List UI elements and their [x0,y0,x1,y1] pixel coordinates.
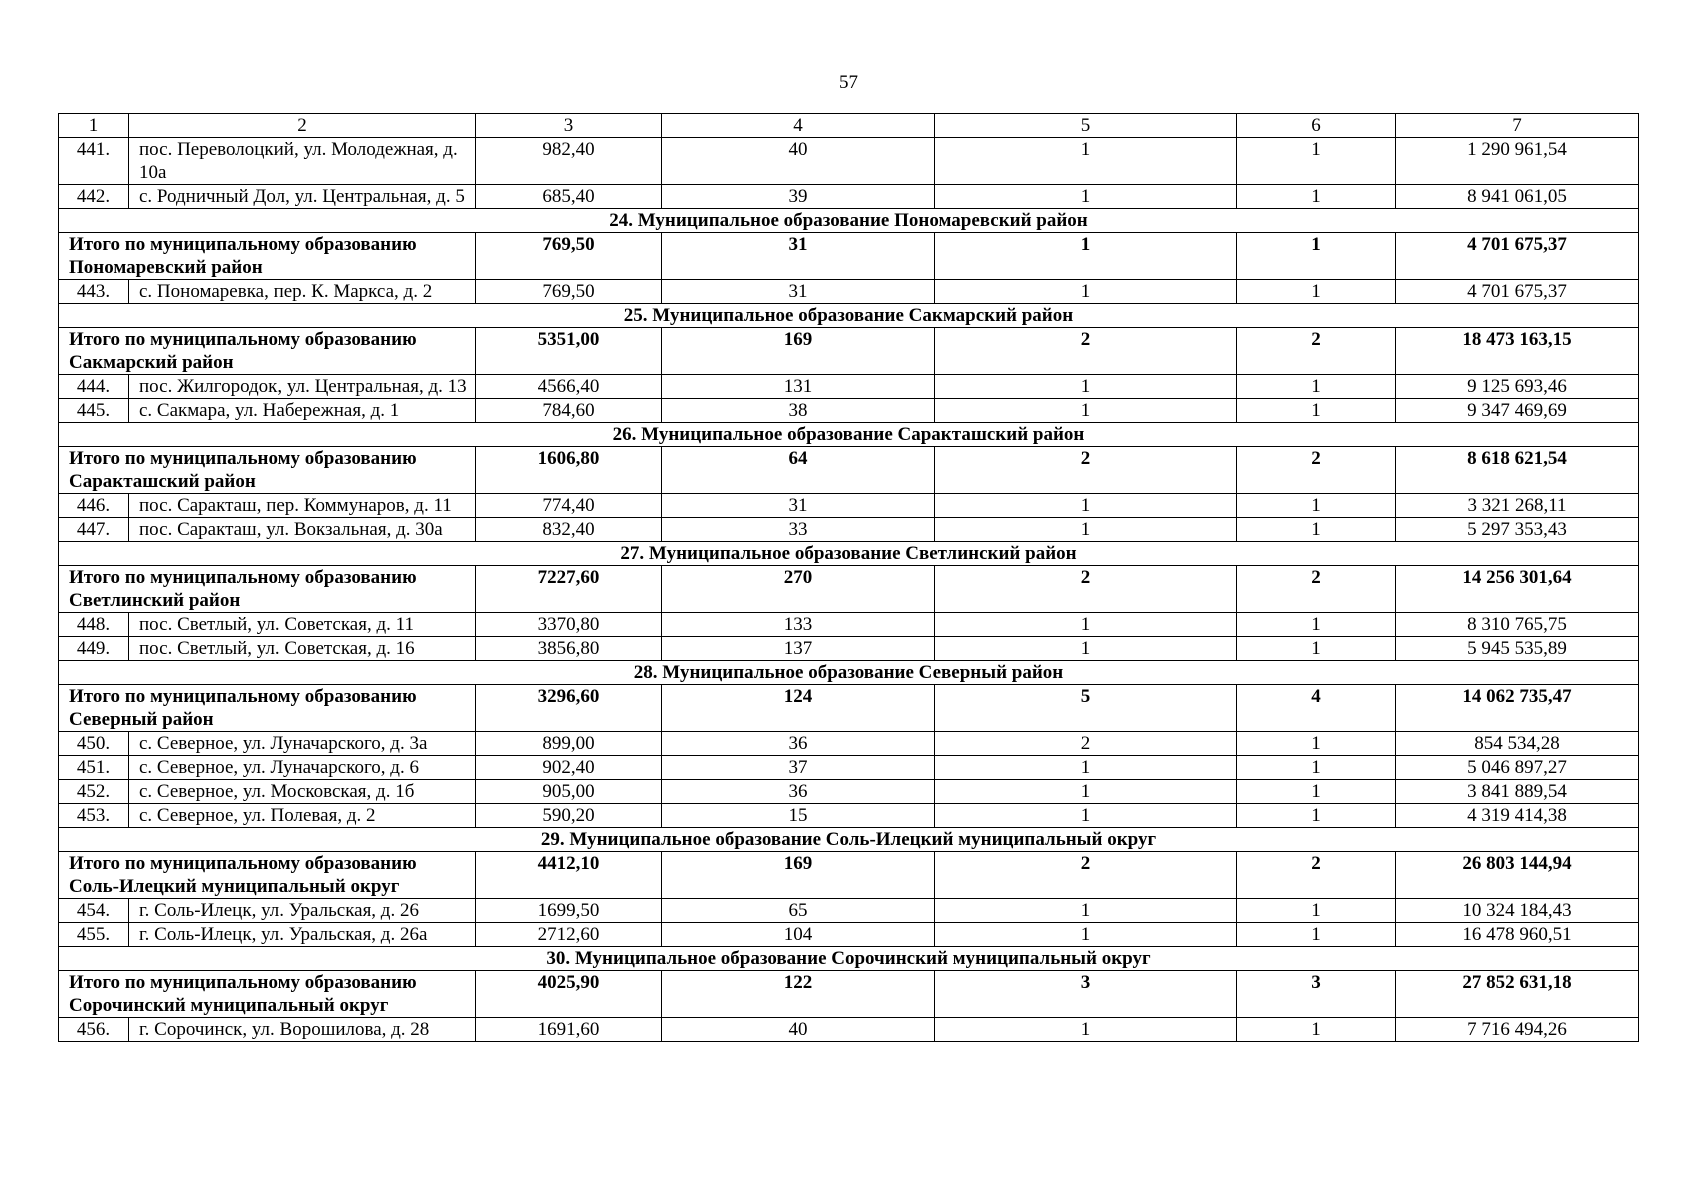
total-col5: 1 [935,233,1237,280]
row-col4: 65 [662,899,935,923]
row-col4: 36 [662,780,935,804]
row-address: с. Северное, ул. Московская, д. 1б [129,780,476,804]
table-body [59,114,1639,1042]
table-row [59,518,1639,542]
row-amount: 4 701 675,37 [1396,280,1639,304]
total-col5: 2 [935,566,1237,613]
total-label: Итого по муниципальному образованию Соль-Илецкий муниципальный округ [59,852,476,899]
row-area: 982,40 [476,138,662,185]
row-col4: 31 [662,494,935,518]
row-col4: 31 [662,280,935,304]
row-address: г. Соль-Илецк, ул. Уральская, д. 26 [129,899,476,923]
section-title: 29. Муниципальное образование Соль-Илецкий муниципальный округ [59,828,1639,852]
row-number: 446. [59,494,129,518]
row-area: 784,60 [476,399,662,423]
row-amount: 4 319 414,38 [1396,804,1639,828]
total-col5: 2 [935,447,1237,494]
row-col5: 1 [935,399,1237,423]
row-address: пос. Светлый, ул. Советская, д. 11 [129,613,476,637]
row-area: 4566,40 [476,375,662,399]
row-area: 2712,60 [476,923,662,947]
column-header-row [59,114,1639,138]
row-area: 1691,60 [476,1018,662,1042]
table-row [59,756,1639,780]
total-col4: 31 [662,233,935,280]
total-col6: 1 [1237,233,1396,280]
row-col6: 1 [1237,637,1396,661]
section-header-row [59,542,1639,566]
section-title: 27. Муниципальное образование Светлинский район [59,542,1639,566]
row-number: 442. [59,185,129,209]
section-header-row [59,661,1639,685]
row-col5: 1 [935,138,1237,185]
row-amount: 854 534,28 [1396,732,1639,756]
total-col6: 4 [1237,685,1396,732]
data-table [58,113,1639,1042]
total-col4: 122 [662,971,935,1018]
row-col5: 1 [935,613,1237,637]
row-col5: 1 [935,756,1237,780]
total-row [59,233,1639,280]
row-col6: 1 [1237,780,1396,804]
row-number: 447. [59,518,129,542]
table-row [59,732,1639,756]
total-amount: 18 473 163,15 [1396,328,1639,375]
total-col6: 2 [1237,852,1396,899]
column-header: 7 [1396,114,1639,138]
row-address: пос. Жилгородок, ул. Центральная, д. 13 [129,375,476,399]
total-amount: 14 062 735,47 [1396,685,1639,732]
section-title: 28. Муниципальное образование Северный район [59,661,1639,685]
row-number: 448. [59,613,129,637]
total-amount: 27 852 631,18 [1396,971,1639,1018]
total-label: Итого по муниципальному образованию Светлинский район [59,566,476,613]
row-col6: 1 [1237,923,1396,947]
total-area: 1606,80 [476,447,662,494]
row-col5: 1 [935,780,1237,804]
total-label: Итого по муниципальному образованию Сакмарский район [59,328,476,375]
row-col6: 1 [1237,494,1396,518]
row-col6: 1 [1237,1018,1396,1042]
row-col6: 1 [1237,613,1396,637]
row-col4: 15 [662,804,935,828]
section-title: 25. Муниципальное образование Сакмарский район [59,304,1639,328]
row-address: с. Сакмара, ул. Набережная, д. 1 [129,399,476,423]
table-row [59,494,1639,518]
row-col6: 1 [1237,899,1396,923]
total-col5: 2 [935,328,1237,375]
row-col6: 1 [1237,804,1396,828]
row-amount: 3 321 268,11 [1396,494,1639,518]
row-col4: 131 [662,375,935,399]
section-title: 24. Муниципальное образование Пономаревский район [59,209,1639,233]
row-number: 441. [59,138,129,185]
total-col4: 169 [662,852,935,899]
total-area: 5351,00 [476,328,662,375]
section-title: 26. Муниципальное образование Саракташский район [59,423,1639,447]
row-address: с. Северное, ул. Луначарского, д. 3а [129,732,476,756]
row-col4: 37 [662,756,935,780]
column-header: 6 [1237,114,1396,138]
row-col4: 137 [662,637,935,661]
row-col6: 1 [1237,518,1396,542]
total-label: Итого по муниципальному образованию Северный район [59,685,476,732]
table-row [59,804,1639,828]
total-col4: 64 [662,447,935,494]
total-row [59,971,1639,1018]
row-number: 454. [59,899,129,923]
row-address: г. Соль-Илецк, ул. Уральская, д. 26а [129,923,476,947]
column-header: 3 [476,114,662,138]
row-address: пос. Саракташ, ул. Вокзальная, д. 30а [129,518,476,542]
column-header: 4 [662,114,935,138]
row-col5: 1 [935,923,1237,947]
column-header: 1 [59,114,129,138]
table-row [59,280,1639,304]
row-amount: 5 297 353,43 [1396,518,1639,542]
row-amount: 5 945 535,89 [1396,637,1639,661]
total-label: Итого по муниципальному образованию Саракташский район [59,447,476,494]
row-area: 905,00 [476,780,662,804]
row-col4: 36 [662,732,935,756]
row-area: 685,40 [476,185,662,209]
column-header: 2 [129,114,476,138]
section-header-row [59,304,1639,328]
section-header-row [59,828,1639,852]
row-col5: 1 [935,494,1237,518]
row-address: с. Северное, ул. Луначарского, д. 6 [129,756,476,780]
column-header: 5 [935,114,1237,138]
total-col5: 2 [935,852,1237,899]
row-col5: 1 [935,637,1237,661]
row-address: пос. Светлый, ул. Советская, д. 16 [129,637,476,661]
row-amount: 9 347 469,69 [1396,399,1639,423]
total-col6: 2 [1237,566,1396,613]
total-area: 769,50 [476,233,662,280]
row-col5: 1 [935,899,1237,923]
row-area: 899,00 [476,732,662,756]
row-col6: 1 [1237,375,1396,399]
row-area: 1699,50 [476,899,662,923]
row-col4: 33 [662,518,935,542]
total-amount: 26 803 144,94 [1396,852,1639,899]
row-number: 443. [59,280,129,304]
row-area: 832,40 [476,518,662,542]
total-area: 4412,10 [476,852,662,899]
row-col4: 40 [662,138,935,185]
row-amount: 3 841 889,54 [1396,780,1639,804]
row-number: 450. [59,732,129,756]
row-amount: 5 046 897,27 [1396,756,1639,780]
row-col5: 1 [935,804,1237,828]
section-header-row [59,947,1639,971]
total-area: 3296,60 [476,685,662,732]
row-amount: 8 310 765,75 [1396,613,1639,637]
row-amount: 1 290 961,54 [1396,138,1639,185]
table-row [59,1018,1639,1042]
total-area: 4025,90 [476,971,662,1018]
total-col6: 3 [1237,971,1396,1018]
total-col5: 3 [935,971,1237,1018]
section-title: 30. Муниципальное образование Сорочинский муниципальный округ [59,947,1639,971]
row-col5: 1 [935,375,1237,399]
total-amount: 4 701 675,37 [1396,233,1639,280]
row-col6: 1 [1237,399,1396,423]
row-col5: 1 [935,1018,1237,1042]
row-area: 3856,80 [476,637,662,661]
row-area: 774,40 [476,494,662,518]
row-amount: 7 716 494,26 [1396,1018,1639,1042]
row-address: с. Родничный Дол, ул. Центральная, д. 5 [129,185,476,209]
row-address: с. Северное, ул. Полевая, д. 2 [129,804,476,828]
total-row [59,328,1639,375]
table-row [59,637,1639,661]
row-number: 452. [59,780,129,804]
row-area: 902,40 [476,756,662,780]
table-row [59,399,1639,423]
row-number: 444. [59,375,129,399]
row-area: 3370,80 [476,613,662,637]
row-col6: 1 [1237,280,1396,304]
table-row [59,780,1639,804]
row-address: пос. Саракташ, пер. Коммунаров, д. 11 [129,494,476,518]
total-col4: 124 [662,685,935,732]
row-col5: 1 [935,280,1237,304]
row-number: 455. [59,923,129,947]
row-col4: 39 [662,185,935,209]
row-col4: 133 [662,613,935,637]
table-row [59,185,1639,209]
section-header-row [59,423,1639,447]
row-col6: 1 [1237,185,1396,209]
row-amount: 9 125 693,46 [1396,375,1639,399]
row-col5: 2 [935,732,1237,756]
total-row [59,685,1639,732]
row-amount: 16 478 960,51 [1396,923,1639,947]
row-area: 590,20 [476,804,662,828]
table-row [59,923,1639,947]
total-col6: 2 [1237,328,1396,375]
total-row [59,852,1639,899]
row-amount: 10 324 184,43 [1396,899,1639,923]
row-number: 453. [59,804,129,828]
table-row [59,375,1639,399]
total-label: Итого по муниципальному образованию Сорочинский муниципальный округ [59,971,476,1018]
row-number: 445. [59,399,129,423]
section-header-row [59,209,1639,233]
total-col6: 2 [1237,447,1396,494]
row-number: 449. [59,637,129,661]
row-col5: 1 [935,518,1237,542]
total-label: Итого по муниципальному образованию Пономаревский район [59,233,476,280]
row-amount: 8 941 061,05 [1396,185,1639,209]
total-col5: 5 [935,685,1237,732]
total-row [59,566,1639,613]
row-number: 451. [59,756,129,780]
row-col6: 1 [1237,756,1396,780]
total-col4: 270 [662,566,935,613]
total-row [59,447,1639,494]
total-amount: 14 256 301,64 [1396,566,1639,613]
table-row [59,899,1639,923]
total-amount: 8 618 621,54 [1396,447,1639,494]
table-row [59,613,1639,637]
total-area: 7227,60 [476,566,662,613]
page-number: 57 [839,72,858,93]
row-number: 456. [59,1018,129,1042]
row-col6: 1 [1237,138,1396,185]
row-address: пос. Переволоцкий, ул. Молодежная, д. 10а [129,138,476,185]
row-col5: 1 [935,185,1237,209]
row-col4: 40 [662,1018,935,1042]
row-address: с. Пономаревка, пер. К. Маркса, д. 2 [129,280,476,304]
row-col4: 38 [662,399,935,423]
table-row [59,138,1639,185]
row-area: 769,50 [476,280,662,304]
total-col4: 169 [662,328,935,375]
row-col4: 104 [662,923,935,947]
row-col6: 1 [1237,732,1396,756]
row-address: г. Сорочинск, ул. Ворошилова, д. 28 [129,1018,476,1042]
